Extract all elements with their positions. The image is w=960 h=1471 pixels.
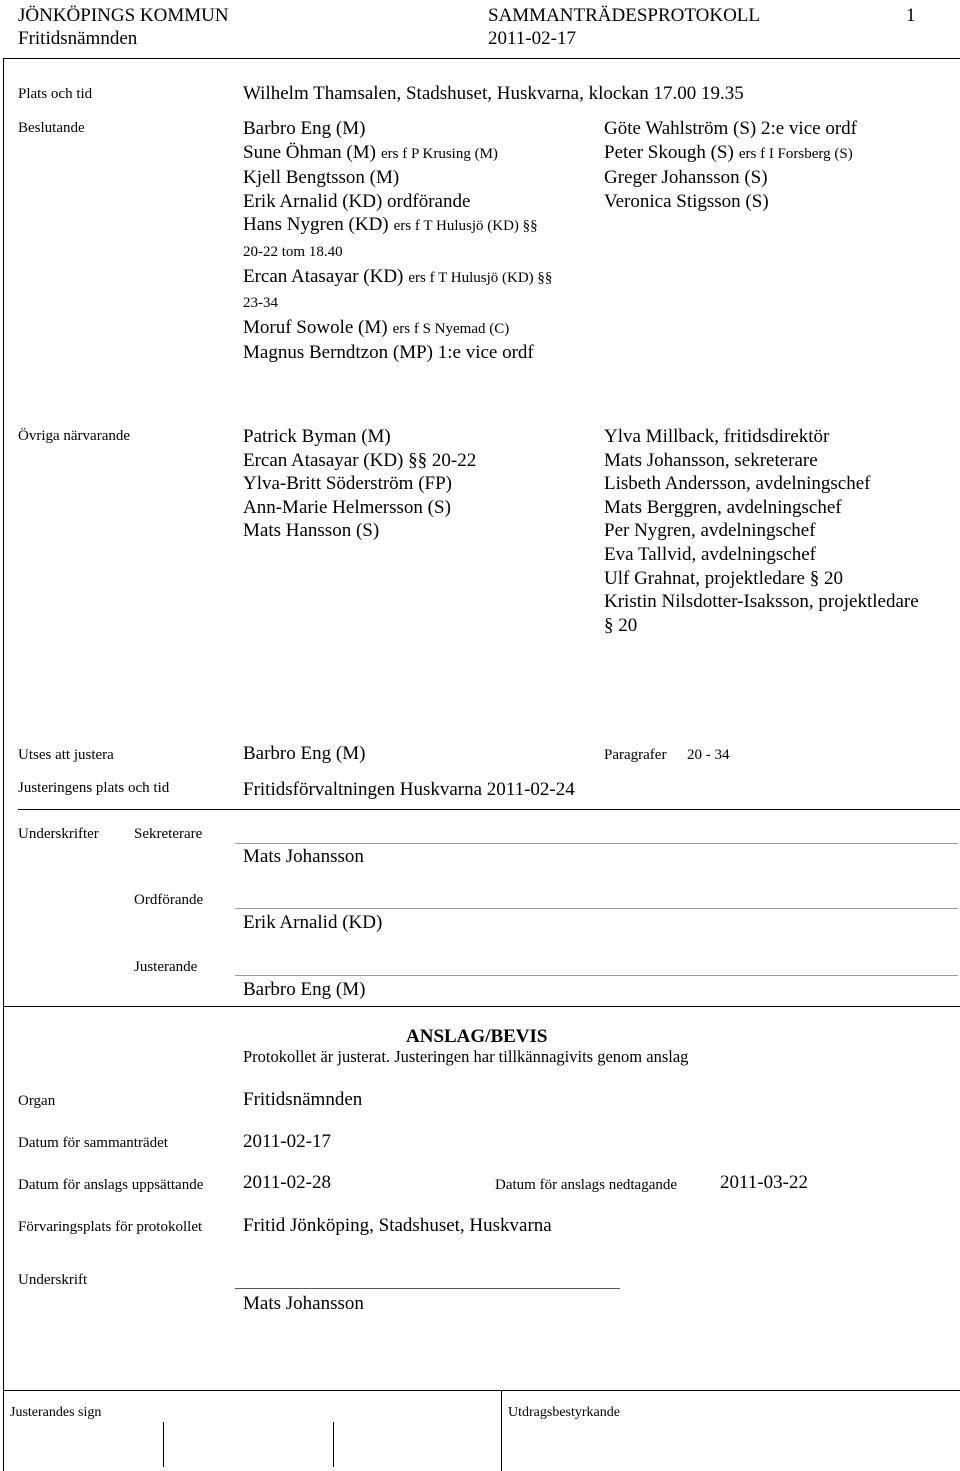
beslutande-member-note: 23-34 [243,295,278,312]
paragrafer-value: 20 - 34 [687,747,730,763]
beslutande-member-name: Hans Nygren (KD) [243,214,389,236]
signature-role-justerande: Justerande [134,959,198,975]
beslutande-member-name: Barbro Eng (M) [243,118,366,139]
utdragsbestyrkande-label: Utdragsbestyrkande [508,1405,620,1420]
footer-divider-2 [333,1422,334,1467]
beslutande-member [243,141,552,167]
beslutande-member [243,190,552,214]
justerandes-sign-label: Justerandes sign [10,1405,102,1420]
place-value: Wilhelm Thamsalen, Stadshuset, Huskvarna, klockan 17.00 19.35 [243,83,744,104]
header-rule [3,58,960,59]
justering-plats-value: Fritidsförvaltningen Huskvarna 2011-02-24 [243,779,575,800]
footer-rule [3,1390,960,1391]
ovriga-person: Kristin Nilsdotter-Isaksson, projektledare [604,591,919,613]
place-label: Plats och tid [18,86,93,102]
uppsattande-label: Datum för anslags uppsättande [18,1177,204,1193]
ovriga-person: Lisbeth Andersson, avdelningschef [604,473,871,495]
beslutande-member [604,166,857,190]
beslutande-member [604,190,857,214]
underskrifter-label: Underskrifter [18,826,99,842]
beslutande-member [243,213,552,239]
ovriga-person: Eva Tallvid, avdelningschef [604,543,817,565]
beslutande-right-list [604,117,857,213]
beslutande-member-name: Moruf Sowole (M) [243,316,388,338]
justera-label: Utses att justera [18,747,114,763]
beslutande-left-list [243,117,552,365]
page-number: 1 [906,5,916,26]
ovriga-person: § 20 [604,614,638,636]
beslutande-member-name: Peter Skough (S) [604,141,734,163]
committee-name: Fritidsnämnden [18,28,138,49]
beslutande-member-note: ers f S Nyemad (C) [392,320,510,337]
signature-line-sekreterare [235,843,958,844]
beslutande-member [604,141,857,167]
forvaring-value: Fritid Jönköping, Stadshuset, Huskvarna [243,1215,552,1236]
ovriga-left-list [243,425,476,543]
justering-plats-label: Justeringens plats och tid [18,780,170,796]
beslutande-member [604,117,857,141]
beslutande-member-note: ers f I Forsberg (S) [738,145,853,162]
ovriga-person: Mats Johansson, sekreterare [604,449,818,471]
beslutande-member-name: Ercan Atasayar (KD) [243,265,404,287]
municipality-name: JÖNKÖPINGS KOMMUN [18,5,229,26]
ovriga-right-list [604,425,919,637]
signature-line-ordforande [235,908,958,909]
nedtagande-value: 2011-03-22 [720,1172,808,1193]
underskrift-name: Mats Johansson [243,1293,364,1314]
datum-sammantrade-label: Datum för sammanträdet [18,1135,168,1151]
beslutande-member [243,316,552,342]
forvaring-label: Förvaringsplats för protokollet [18,1219,203,1235]
underskrift-line [235,1288,620,1289]
ovriga-label: Övriga närvarande [18,428,131,444]
ovriga-person: Ylva Millback, fritidsdirektör [604,426,830,447]
uppsattande-value: 2011-02-28 [243,1172,331,1193]
beslutande-member [243,290,552,316]
beslutande-label: Beslutande [18,120,85,136]
organ-value: Fritidsnämnden [243,1089,363,1110]
footer-divider-3 [501,1391,502,1471]
justera-value: Barbro Eng (M) [243,743,366,764]
beslutande-member [243,265,552,291]
anslag-text: Protokollet är justerat. Justeringen har tillkännagivits genom anslag [243,1047,689,1066]
beslutande-member-name: Kjell Bengtsson (M) [243,167,400,189]
underskrift-label: Underskrift [18,1272,88,1288]
beslutande-member-note: ers f T Hulusjö (KD) §§ [408,269,553,286]
signature-name-ordforande: Erik Arnalid (KD) [243,912,383,933]
ovriga-person: Mats Hansson (S) [243,520,380,542]
beslutande-member-name: Sune Öhman (M) [243,141,376,163]
beslutande-member-name: Erik Arnalid (KD) ordförande [243,190,471,212]
signature-name-justerande: Barbro Eng (M) [243,979,366,1000]
datum-sammantrade-value: 2011-02-17 [243,1131,331,1152]
signature-role-sekreterare: Sekreterare [134,826,203,842]
ovriga-person: Ylva-Britt Söderström (FP) [243,473,452,495]
ovriga-person: Ercan Atasayar (KD) §§ 20-22 [243,449,477,471]
beslutande-member [243,117,552,141]
nedtagande-label: Datum för anslags nedtagande [495,1177,678,1193]
document-type: SAMMANTRÄDESPROTOKOLL [488,5,761,26]
signature-line-justerande [235,975,958,976]
beslutande-member [243,166,552,190]
ovriga-person: Ann-Marie Helmersson (S) [243,496,451,518]
ovriga-person: Ulf Grahnat, projektledare § 20 [604,567,843,589]
footer-divider-1 [163,1422,164,1467]
signature-name-sekreterare: Mats Johansson [243,846,364,867]
anslag-title: ANSLAG/BEVIS [406,1026,548,1047]
signature-role-ordforande: Ordförande [134,892,204,908]
anslag-rule [3,1006,960,1007]
paragrafer-label: Paragrafer [604,747,667,763]
ovriga-person: Mats Berggren, avdelningschef [604,496,842,518]
beslutande-member-name: Göte Wahlström (S) 2:e vice ordf [604,118,857,139]
beslutande-member-name: Greger Johansson (S) [604,167,768,189]
beslutande-member-name: Veronica Stigsson (S) [604,190,769,212]
meeting-date: 2011-02-17 [488,28,576,49]
beslutande-member-note: 20-22 tom 18.40 [243,243,343,260]
beslutande-member-note: ers f T Hulusjö (KD) §§ [393,218,538,235]
left-margin-rule [3,58,4,1471]
beslutande-member [243,341,552,365]
beslutande-member-name: Magnus Berndtzon (MP) 1:e vice ordf [243,342,534,364]
justering-rule [18,809,960,810]
ovriga-person: Per Nygren, avdelningschef [604,520,816,542]
ovriga-person: Patrick Byman (M) [243,426,391,447]
organ-label: Organ [18,1093,56,1109]
beslutande-member [243,239,552,265]
beslutande-member-note: ers f P Krusing (M) [380,145,498,162]
